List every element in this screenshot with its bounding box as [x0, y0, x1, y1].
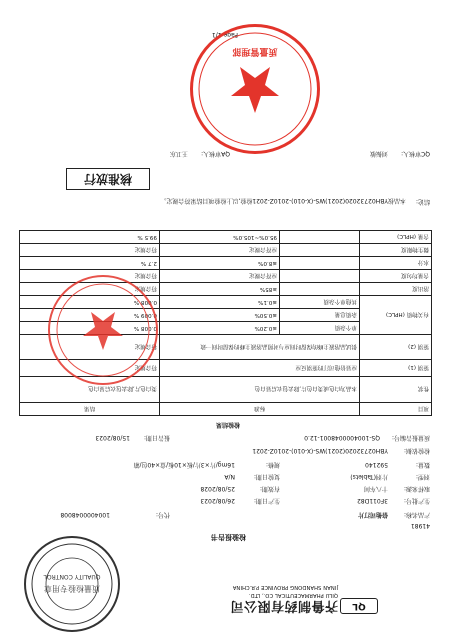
header-cell-item: 项目: [360, 403, 432, 416]
company-logo-icon: [340, 598, 378, 614]
table-cell: 溶出度: [360, 283, 432, 296]
mfg-date-label: 生产日期:: [253, 497, 280, 504]
table-cell: 单个杂质: [280, 322, 360, 335]
approval-stamp: [66, 168, 150, 190]
standard-value: YBH02732020(2021)WS-(X-010)-2010Z-2021: [252, 447, 388, 454]
company-name-zh: 齐鲁制药有限公司: [229, 598, 338, 613]
table-cell: 微生物限度: [360, 244, 432, 257]
table-cell: ≥85%: [159, 283, 279, 296]
table-cell: 水分: [360, 257, 432, 270]
table-cell: 符合规定: [19, 244, 159, 257]
table-cell: 符合规定: [19, 270, 159, 283]
table-cell: 有关物质 (HPLC): [360, 296, 432, 335]
corner-code: 41981: [410, 522, 430, 529]
report-date-label: 报告日期:: [143, 434, 170, 441]
company-seal-black: [24, 536, 120, 632]
table-row: [19, 244, 431, 257]
qc-approver-label: QC审核人:: [401, 150, 430, 157]
company-seal-black-en2: QUALITY CONTROL: [43, 573, 101, 580]
red-seal-left-art: [50, 277, 156, 383]
quantity-label: 数量:: [415, 461, 430, 468]
report-date-value: 15/08/2023: [95, 434, 130, 441]
table-cell: 性状: [360, 377, 432, 403]
table-cell: 0.009 %: [19, 309, 159, 322]
table-cell: 鉴别 (2): [360, 335, 432, 360]
table-header-row: [19, 403, 431, 416]
table-cell: ≤0.1%: [159, 296, 279, 309]
dosage-label: 剂型:: [415, 473, 430, 480]
table-row: [19, 231, 431, 244]
qa-approver-label: QA审核人:: [201, 150, 230, 157]
table-cell: 类白色片,除去包衣后显白色: [19, 377, 159, 403]
qa-approver-value: 王卫东: [169, 150, 188, 157]
batch-value: 3F011D82: [357, 497, 388, 504]
batch-label: 生产批号:: [403, 497, 430, 504]
company-address-en: JINAN SHANDONG PROVINCE P.R.CHINA: [232, 584, 338, 590]
table-cell: [280, 257, 360, 270]
table-cell: [280, 283, 360, 296]
header-cell-standard: 标准: [159, 403, 359, 416]
table-cell: [280, 270, 360, 283]
spec-value: 16mg/片×3片/板×10板/盒×40包/箱: [133, 461, 235, 468]
code-label: 代号:: [155, 511, 170, 518]
conclusion-label: 结论:: [415, 198, 430, 205]
sample-from-label: 取样来源:: [403, 485, 430, 492]
product-name-value: 倍他司汀片: [357, 511, 388, 518]
table-cell: 0.008 %: [19, 296, 159, 309]
mfg-date-value: 26/08/2023: [200, 497, 235, 504]
table-cell: ≤0.20%: [159, 322, 279, 335]
table-cell: 本品为白色或类白色片,除去包衣后显白色: [159, 377, 359, 403]
report-title: 检验报告书: [211, 533, 246, 541]
table-cell: 含量 (HPLC): [360, 231, 432, 244]
conclusion-text: 本品按YBH02732020(2021)WS-(X-010)-2010Z-2021检验,以上检验项目结果符合规定。: [160, 197, 406, 204]
quantity-value: 592140: [365, 461, 388, 468]
table-cell: 2.7 %: [19, 257, 159, 270]
exp-date-label: 有效期:: [259, 485, 280, 492]
sample-from-value: 十八车间: [363, 485, 388, 492]
table-cell: 鉴别 (1): [360, 360, 432, 377]
report-no-value: QS-1004000048001-12.0: [304, 434, 380, 441]
table-cell: 符合规定: [19, 360, 159, 377]
exp-date-value: 25/08/2028: [200, 485, 235, 492]
table-cell: 杂质总量: [280, 309, 360, 322]
page-label: Page 1/1: [211, 31, 239, 38]
table-cell: 95.0%~105.0%: [159, 231, 279, 244]
spec-label: 规格:: [265, 461, 280, 468]
retest-label: 复验日期:: [253, 473, 280, 480]
retest-value: N/A: [224, 473, 235, 480]
table-cell: 含量均匀度: [360, 270, 432, 283]
qc-approver-value: 刘振敏: [369, 150, 388, 157]
table-cell: 应显倍他司汀的鉴别反应: [159, 360, 359, 377]
company-logo-glyph: QL: [352, 601, 366, 611]
company-name-en: QILU PHARMACEUTICAL CO., LTD.: [248, 592, 338, 598]
table-cell: ≤8.0%: [159, 257, 279, 270]
table-cell: ≤0.50%: [159, 309, 279, 322]
table-cell: 符合规定: [19, 283, 159, 296]
table-cell: 0.008 %: [19, 322, 159, 335]
dosage-value: 片剂(Tablets): [350, 473, 388, 480]
red-seal-right-art: [193, 27, 317, 151]
table-cell: [280, 231, 360, 244]
code-value: 1004000048008: [60, 511, 110, 518]
red-seal-right-sub: 质量管理部: [232, 46, 278, 56]
company-seal-black-art: [26, 538, 118, 630]
star-icon: [231, 67, 279, 113]
product-name-label: 产品名称:: [403, 511, 430, 518]
approval-stamp-text: 核准放行: [84, 172, 133, 186]
red-seal-left: [48, 275, 158, 385]
red-seal-right: [190, 24, 320, 157]
table-cell: 符合规定: [19, 335, 159, 360]
table-row: [19, 257, 431, 270]
results-title: 检验结果: [215, 421, 240, 428]
table-cell: 供试品溶液主峰的保留时间应与对照品溶液主峰的保留时间一致: [159, 335, 359, 360]
company-seal-black-sub: 质量检验专用章: [44, 584, 100, 593]
table-cell: 应符合规定: [159, 270, 279, 283]
table-cell: 应符合规定: [159, 244, 279, 257]
table-cell: 其他单个杂质: [280, 296, 360, 309]
table-cell: [280, 244, 360, 257]
report-no-label: 质量报告编号:: [391, 434, 430, 441]
header-cell-result: 结果: [19, 403, 159, 416]
star-icon: [83, 312, 123, 350]
standard-label: 检验依据:: [403, 447, 430, 454]
table-cell: 99.5 %: [19, 231, 159, 244]
